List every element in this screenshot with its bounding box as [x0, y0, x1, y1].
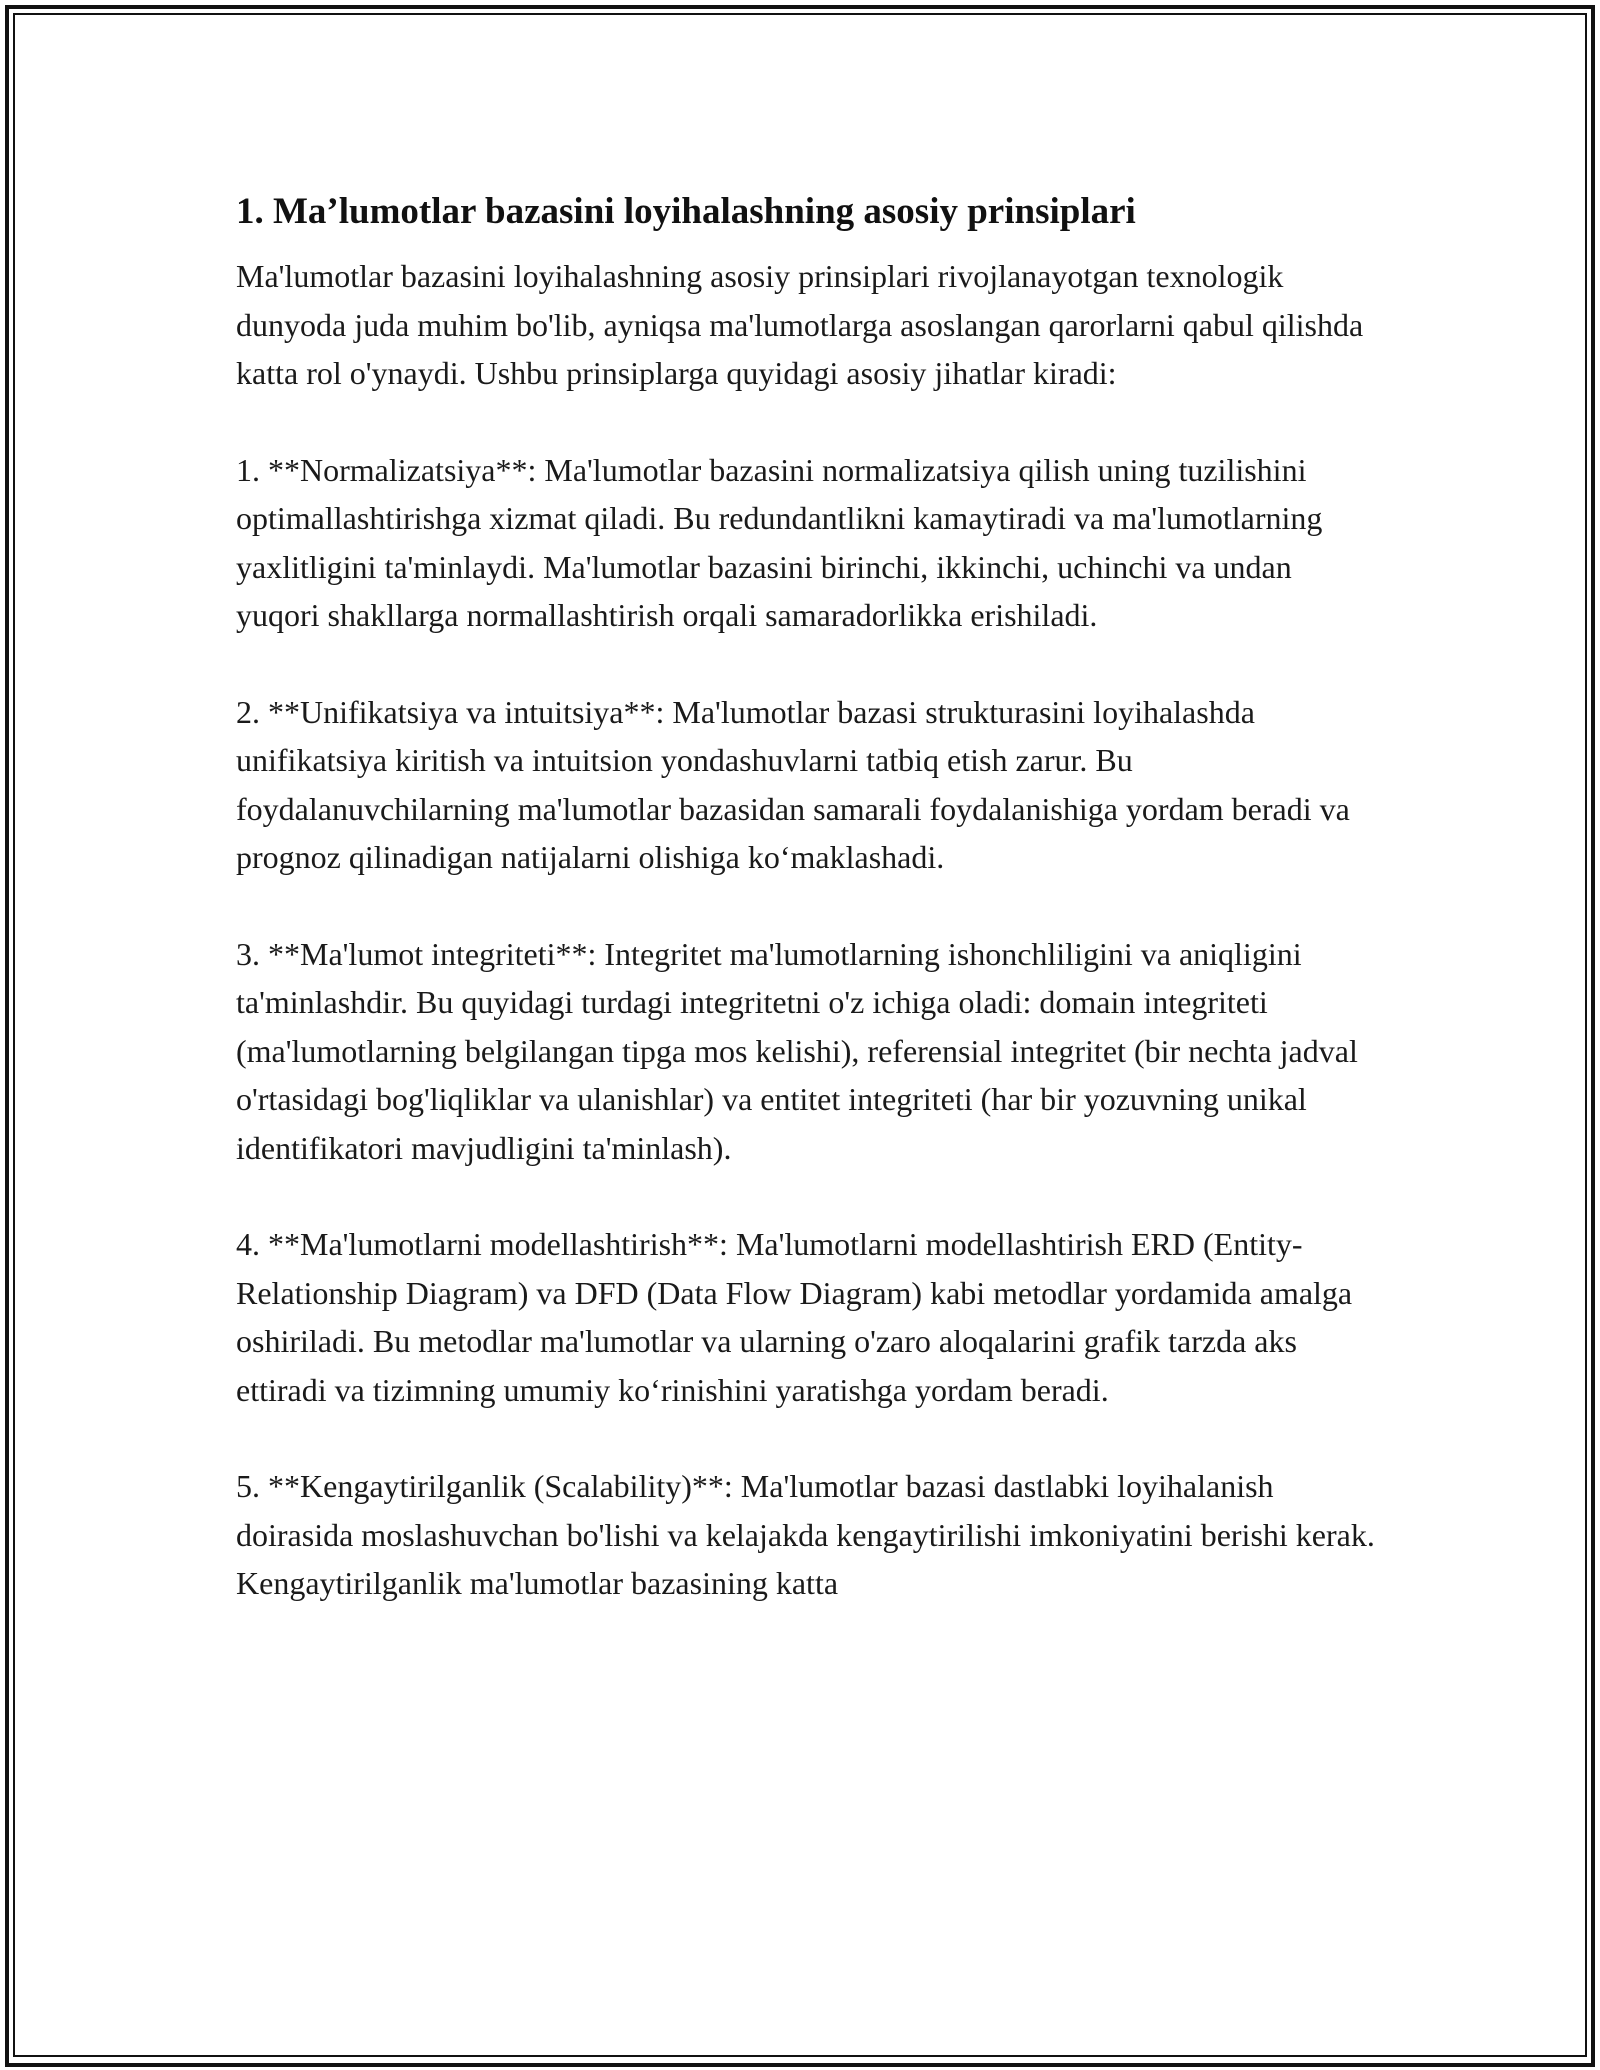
paragraph-scalability: 5. **Kengaytirilganlik (Scalability)**: Ma'lumotlar bazasi dastlabki loyihalanish doirasida moslashuvchan bo'lishi va kelajakda kengaytirilishi imkoniyatini berishi kerak. Kengaytirilganlik ma'lumotlar bazasining katta	[236, 1468, 1375, 1601]
paragraph-integrity: 3. **Ma'lumot integriteti**: Integritet ma'lumotlarning ishonchliligini va aniqligini ta'minlashdir. Bu quyidagi turdagi integritetni o'z ichiga oladi: domain integriteti (ma'lumotlarning belgilangan tipga mos kelishi), referensial integritet (bir nechta jadval o'rtasidagi bog'liqliklar va ulanishlar) va entitet integriteti (har bir yozuvning unikal identifikatori mavjudligini ta'minlash).	[236, 935, 1358, 1166]
document-title: 1. Ma’lumotlar bazasini loyihalashning asosiy prinsiplari	[236, 191, 1136, 232]
paragraph-unification: 2. **Unifikatsiya va intuitsiya**: Ma'lumotlar bazasi strukturasini loyihalashda unifikatsiya kiritish va intuitsion yondashuvlarni tatbiq etish zarur. Bu foydalanuvchilarning ma'lumotlar bazasidan samarali foydalanishiga yordam beradi va prognoz qilinadigan natijalarni olishiga ko‘maklashadi.	[236, 693, 1350, 875]
paragraph-modeling: 4. **Ma'lumotlarni modellashtirish**: Ma'lumotlarni modellashtirish ERD (Entity-Relationship Diagram) va DFD (Data Flow Diagram) kabi metodlar yordamida amalga oshiriladi. Bu metodlar ma'lumotlar va ularning o'zaro aloqalarini grafik tarzda aks ettiradi va tizimning umumiy ko‘rinishini yaratishga yordam beradi.	[236, 1226, 1353, 1408]
paragraph-normalization: 1. **Normalizatsiya**: Ma'lumotlar bazasini normalizatsiya qilish uning tuzilishini optimallashtirishga xizmat qiladi. Bu redundantlikni kamaytiradi va ma'lumotlarning yaxlitligini ta'minlaydi. Ma'lumotlar bazasini birinchi, ikkinchi, uchinchi va undan yuqori shakllarga normallashtirish orqali samaradorlikka erishiladi.	[236, 451, 1323, 633]
document-body	[236, 186, 1376, 1608]
intro-paragraph: Ma'lumotlar bazasini loyihalashning asosiy prinsiplari rivojlanayotgan texnologik dunyoda juda muhim bo'lib, ayniqsa ma'lumotlarga asoslangan qarorlarni qabul qilishda katta rol o'ynaydi. Ushbu prinsiplarga quyidagi asosiy jihatlar kiradi:	[236, 258, 1364, 391]
